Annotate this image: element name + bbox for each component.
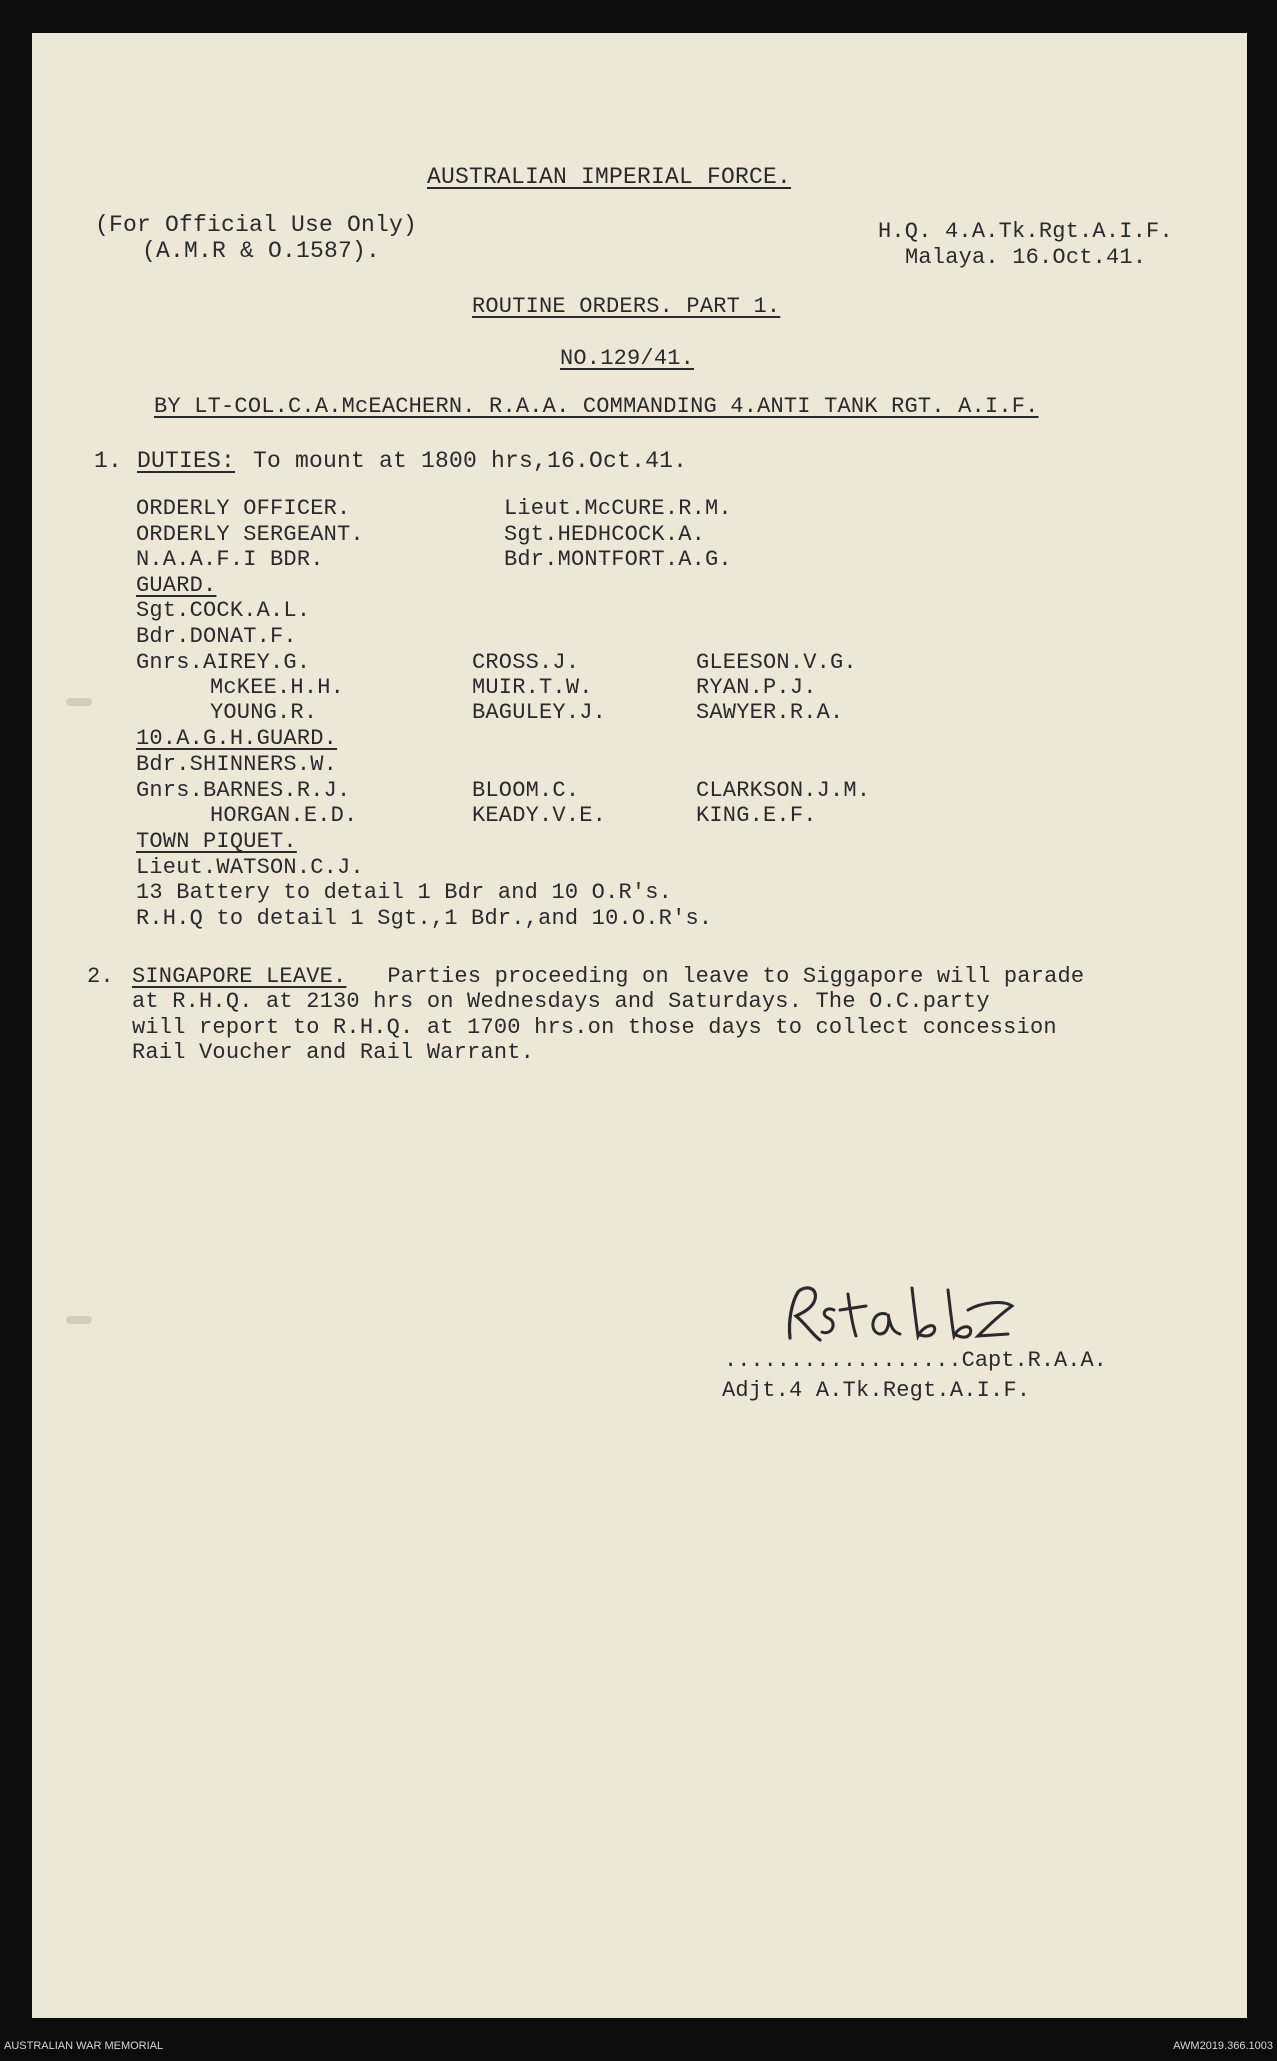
duty-name: Sgt.HEDHCOCK.A.	[504, 522, 706, 547]
duty-name: Bdr.MONTFORT.A.G.	[504, 547, 732, 572]
document-page	[32, 33, 1247, 2018]
document-title: AUSTRALIAN IMPERIAL FORCE.	[427, 164, 792, 190]
official-use-note: (For Official Use Only)	[95, 212, 418, 238]
agh-guard-heading: 10.A.G.H.GUARD.	[136, 726, 338, 751]
duties-mount-time: To mount at 1800 hrs,16.Oct.41.	[239, 448, 688, 474]
duty-name: Lieut.McCURE.R.M.	[504, 496, 732, 521]
punch-hole-mark	[66, 1316, 92, 1324]
town-piquet-detail: R.H.Q to detail 1 Sgt.,1 Bdr.,and 10.O.R's.	[136, 906, 713, 931]
duty-role: N.A.A.F.I BDR.	[136, 547, 324, 572]
guard-gunner: YOUNG.R.	[210, 700, 318, 725]
duties-heading: DUTIES:	[137, 448, 236, 474]
agh-guard-gunner: Gnrs.BARNES.R.J.	[136, 778, 351, 803]
location-date: Malaya. 16.Oct.41.	[905, 245, 1147, 270]
commanding-officer-line: BY LT-COL.C.A.McEACHERN. R.A.A. COMMANDING 4.ANTI TANK RGT. A.I.F.	[154, 394, 1039, 419]
town-piquet-lieutenant: Lieut.WATSON.C.J.	[136, 855, 364, 880]
town-piquet-detail: 13 Battery to detail 1 Bdr and 10 O.R's.	[136, 880, 673, 905]
footer-accession-number: AWM2019.366.1003	[1173, 2040, 1273, 2052]
hq-reference: H.Q. 4.A.Tk.Rgt.A.I.F.	[878, 219, 1173, 244]
agh-guard-gunner: HORGAN.E.D.	[210, 803, 358, 828]
agh-guard-gunner: BLOOM.C.	[472, 778, 580, 803]
guard-sergeant: Sgt.COCK.A.L.	[136, 598, 311, 623]
item-number: 1.	[94, 448, 123, 474]
guard-gunner: MUIR.T.W.	[472, 675, 593, 700]
guard-heading: GUARD.	[136, 573, 217, 598]
guard-gunner: Gnrs.AIREY.G.	[136, 650, 311, 675]
item-number: 2.	[87, 964, 114, 989]
leave-text: at R.H.Q. at 2130 hrs on Wednesdays and Saturdays. The O.C.party	[132, 989, 990, 1014]
guard-gunner: GLEESON.V.G.	[696, 650, 857, 675]
signature-line-rank: ..................Capt.R.A.A.	[724, 1348, 1107, 1373]
guard-gunner: BAGULEY.J.	[472, 700, 607, 725]
guard-gunner: SAWYER.R.A.	[696, 700, 844, 725]
duty-role: ORDERLY OFFICER.	[136, 496, 351, 521]
amr-reference: (A.M.R & O.1587).	[142, 238, 381, 264]
guard-gunner: CROSS.J.	[472, 650, 580, 675]
singapore-leave-heading: SINGAPORE LEAVE.	[132, 964, 347, 989]
leave-text: will report to R.H.Q. at 1700 hrs.on those days to collect concession	[132, 1015, 1057, 1040]
guard-gunner: RYAN.P.J.	[696, 675, 817, 700]
town-piquet-heading: TOWN PIQUET.	[136, 829, 297, 854]
agh-guard-gunner: CLARKSON.J.M.	[696, 778, 871, 803]
duty-role: ORDERLY SERGEANT.	[136, 522, 364, 547]
routine-orders-heading: ROUTINE ORDERS. PART 1.	[472, 294, 781, 319]
guard-gunner: McKEE.H.H.	[210, 675, 345, 700]
agh-guard-gunner: KEADY.V.E.	[472, 803, 607, 828]
guard-bombardier: Bdr.DONAT.F.	[136, 624, 297, 649]
leave-text: Parties proceeding on leave to Siggapore will parade	[374, 964, 1085, 989]
footer-source: AUSTRALIAN WAR MEMORIAL	[4, 2040, 164, 2052]
agh-guard-gunner: KING.E.F.	[696, 803, 817, 828]
handwritten-signature	[768, 1280, 1048, 1360]
leave-text: Rail Voucher and Rail Warrant.	[132, 1040, 535, 1065]
agh-guard-bombardier: Bdr.SHINNERS.W.	[136, 752, 338, 777]
punch-hole-mark	[66, 698, 92, 706]
order-number: NO.129/41.	[560, 346, 695, 371]
adjutant-title: Adjt.4 A.Tk.Regt.A.I.F.	[722, 1378, 1031, 1403]
